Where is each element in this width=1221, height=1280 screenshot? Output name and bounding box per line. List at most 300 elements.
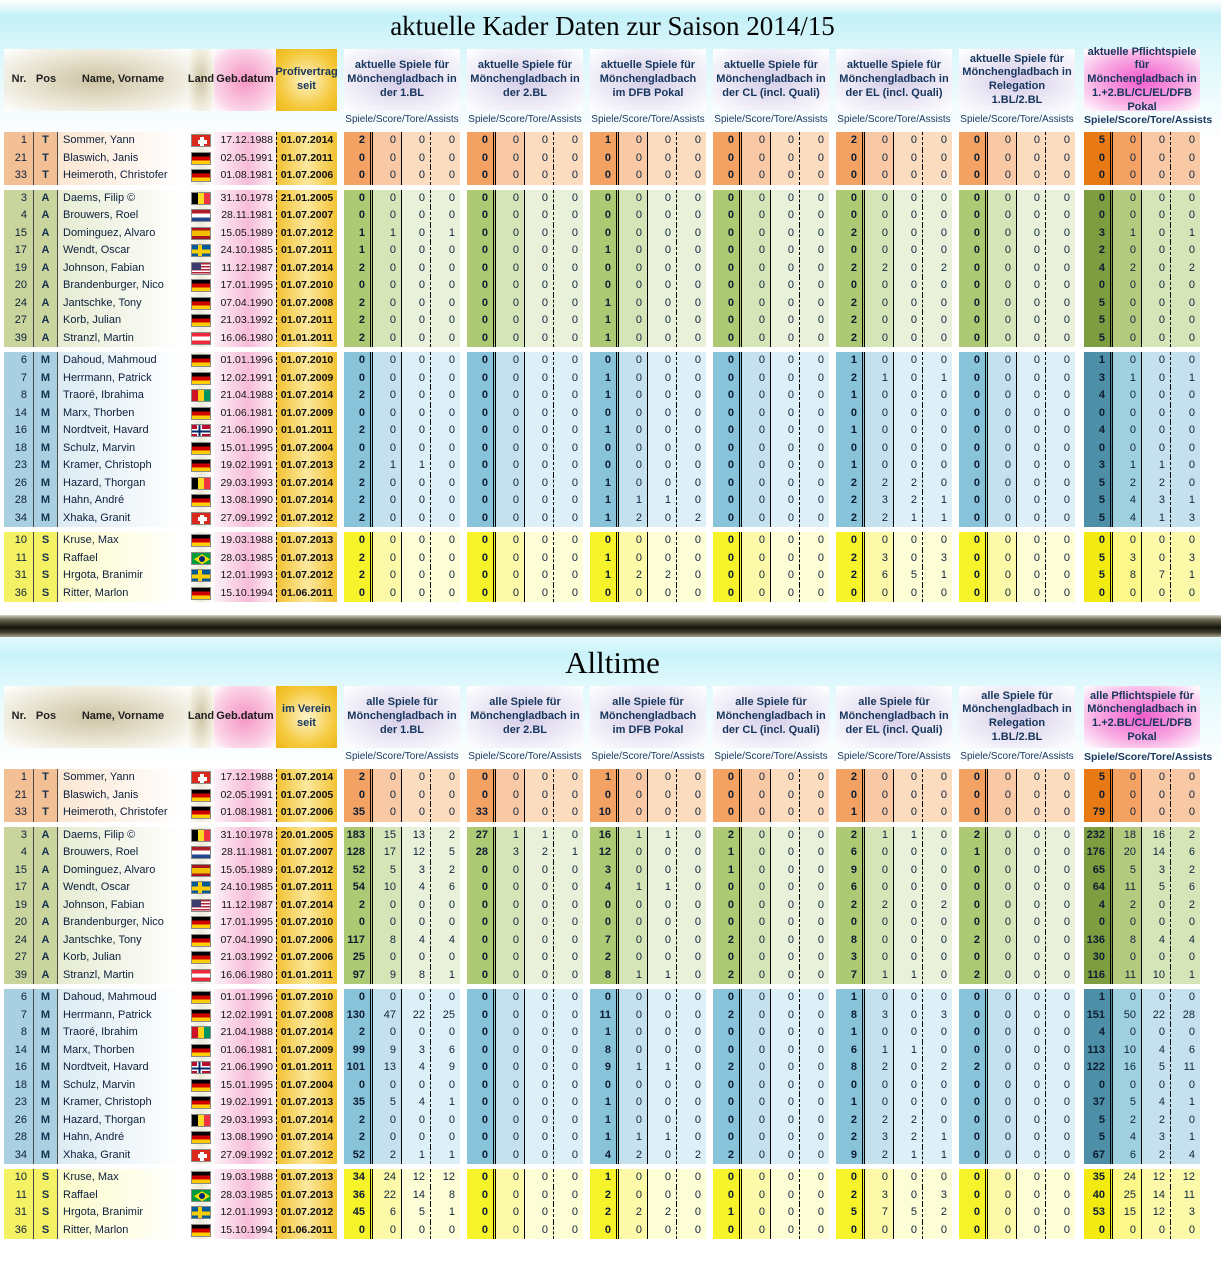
assists-value: 0: [1046, 532, 1075, 550]
assists-value: 0: [800, 387, 829, 405]
score-value: 0: [865, 862, 894, 880]
spiele-value: 0: [959, 312, 988, 330]
player-row: [4, 844, 1221, 862]
spiele-value: 11: [590, 1007, 619, 1025]
cell-land: [188, 862, 214, 880]
tore-value: 0: [525, 1112, 554, 1130]
assists-value: 0: [800, 190, 829, 208]
assists-value: 0: [800, 914, 829, 932]
assists-value: 0: [677, 844, 706, 862]
tore-value: 4: [402, 879, 431, 897]
stat-group-4: [713, 242, 829, 260]
assists-value: 0: [923, 967, 952, 985]
cell-geb: 17.01.1995: [214, 277, 276, 295]
de-flag-icon: [191, 314, 211, 327]
tore-value: 0: [771, 422, 800, 440]
assists-value: 0: [1046, 827, 1075, 845]
score-value: 0: [742, 1024, 771, 1042]
stat-group-4: [713, 1024, 829, 1042]
stat-group-6: [959, 1204, 1075, 1222]
spiele-value: 52: [344, 862, 373, 880]
assists-value: 0: [1171, 949, 1200, 967]
stat-group-7: [1084, 989, 1200, 1007]
spiele-value: 1: [836, 1094, 865, 1112]
spiele-value: 7: [836, 967, 865, 985]
score-value: 0: [619, 422, 648, 440]
spiele-value: 0: [344, 352, 373, 370]
tore-value: 5: [402, 1204, 431, 1222]
spiele-value: 0: [590, 167, 619, 185]
cell-pos: A: [34, 277, 58, 295]
stat-group-5: [836, 844, 952, 862]
spiele-value: 0: [836, 1169, 865, 1187]
assists-value: 0: [677, 440, 706, 458]
tore-value: 0: [402, 260, 431, 278]
assists-value: 0: [1046, 475, 1075, 493]
score-value: 0: [742, 914, 771, 932]
spiele-value: 0: [467, 1147, 496, 1165]
stat-group-5: [836, 967, 952, 985]
spiele-value: 0: [1084, 277, 1113, 295]
score-value: 0: [373, 387, 402, 405]
tore-value: 0: [1142, 914, 1171, 932]
stat-group-4: [713, 1077, 829, 1095]
cell-contract-since: 01.07.2008: [276, 295, 337, 313]
tore-value: 0: [1017, 132, 1046, 150]
stat-group-5: [836, 1147, 952, 1165]
de-flag-icon: [191, 459, 211, 472]
tore-value: 0: [894, 1094, 923, 1112]
cell-pos: T: [34, 787, 58, 805]
score-value: 0: [496, 1169, 525, 1187]
score-value: 0: [865, 914, 894, 932]
assists-value: 0: [554, 897, 583, 915]
tore-value: 0: [525, 1147, 554, 1165]
spiele-value: 0: [959, 277, 988, 295]
score-value: 1: [865, 827, 894, 845]
tore-value: 4: [402, 1094, 431, 1112]
tore-value: 0: [1142, 440, 1171, 458]
assists-value: 0: [431, 422, 460, 440]
tore-value: 0: [1142, 190, 1171, 208]
player-row: [4, 1187, 1221, 1205]
stat-group-7: [1084, 132, 1200, 150]
stat-group-6: [959, 475, 1075, 493]
subheader-group-1: Spiele/Score/Tore/Assists: [345, 114, 459, 125]
assists-value: 0: [431, 475, 460, 493]
tore-value: 12: [1142, 1169, 1171, 1187]
cell-name: Heimeroth, Christofer: [58, 167, 188, 185]
cell-contract-since: 01.07.2014: [276, 1024, 337, 1042]
tore-value: 0: [525, 440, 554, 458]
spiele-value: 2: [344, 567, 373, 585]
assists-value: 0: [800, 567, 829, 585]
stat-group-1: [344, 132, 460, 150]
score-value: 0: [865, 457, 894, 475]
assists-value: 0: [677, 897, 706, 915]
cell-pos: M: [34, 1077, 58, 1095]
cell-name: Brouwers, Roel: [58, 844, 188, 862]
score-value: 2: [619, 1204, 648, 1222]
cell-contract-since: 20.01.2005: [276, 827, 337, 845]
spiele-value: 1: [590, 492, 619, 510]
cell-geb: 28.11.1981: [214, 207, 276, 225]
tore-value: 1: [894, 967, 923, 985]
tore-value: 0: [402, 295, 431, 313]
score-value: 0: [1113, 1024, 1142, 1042]
tore-value: 0: [771, 1222, 800, 1240]
cell-geb: 12.01.1993: [214, 1204, 276, 1222]
spiele-value: 0: [959, 150, 988, 168]
cell-contract-since: 01.01.2011: [276, 967, 337, 985]
player-row: [4, 510, 1221, 528]
assists-value: 0: [1046, 1129, 1075, 1147]
tore-value: 0: [525, 914, 554, 932]
score-value: 16: [1113, 1059, 1142, 1077]
at-flag-icon: [191, 969, 211, 982]
spiele-value: 0: [713, 1112, 742, 1130]
section-alltime: [0, 637, 1221, 1245]
score-value: 0: [496, 242, 525, 260]
tore-value: 5: [1142, 879, 1171, 897]
assists-value: 0: [923, 242, 952, 260]
spiele-value: 0: [1084, 1077, 1113, 1095]
assists-value: 0: [1046, 242, 1075, 260]
tore-value: 0: [402, 567, 431, 585]
assists-value: 0: [554, 370, 583, 388]
spiele-value: 1: [590, 370, 619, 388]
assists-value: 0: [800, 550, 829, 568]
spiele-value: 1: [713, 1204, 742, 1222]
cell-geb: 15.05.1989: [214, 862, 276, 880]
stat-group-3: [590, 532, 706, 550]
assists-value: 0: [554, 1112, 583, 1130]
player-row: [4, 492, 1221, 510]
assists-value: 0: [1046, 132, 1075, 150]
assists-value: 0: [800, 132, 829, 150]
spiele-value: 5: [1084, 330, 1113, 348]
cell-name: Sommer, Yann: [58, 769, 188, 787]
cell-name: Schulz, Marvin: [58, 440, 188, 458]
spiele-value: 28: [467, 844, 496, 862]
assists-value: 0: [800, 150, 829, 168]
score-value: 0: [496, 897, 525, 915]
assists-value: 0: [800, 989, 829, 1007]
assists-value: 0: [1046, 330, 1075, 348]
stat-group-header-4: alle Spiele für Mönchengladbach in der CL (incl. Quali): [713, 686, 829, 748]
spiele-value: 4: [1084, 1024, 1113, 1042]
tore-value: 2: [1142, 1112, 1171, 1130]
de-flag-icon: [191, 806, 211, 819]
score-value: 0: [1113, 405, 1142, 423]
stat-group-6: [959, 1094, 1075, 1112]
score-value: 0: [988, 277, 1017, 295]
score-value: 0: [865, 132, 894, 150]
spiele-value: 0: [344, 1222, 373, 1240]
de-flag-icon: [191, 494, 211, 507]
assists-value: 0: [1046, 1147, 1075, 1165]
stat-group-2: [467, 1059, 583, 1077]
tore-value: 0: [648, 1187, 677, 1205]
spiele-value: 2: [590, 949, 619, 967]
spiele-value: 0: [713, 989, 742, 1007]
tore-value: 0: [894, 225, 923, 243]
tore-value: 0: [402, 132, 431, 150]
stat-group-6: [959, 1059, 1075, 1077]
stat-group-2: [467, 914, 583, 932]
stat-group-2: [467, 967, 583, 985]
assists-value: 0: [1171, 330, 1200, 348]
score-value: 0: [988, 370, 1017, 388]
tore-value: 0: [1017, 1042, 1046, 1060]
spiele-value: 0: [959, 1007, 988, 1025]
spiele-value: 0: [959, 370, 988, 388]
stat-group-6: [959, 510, 1075, 528]
cell-contract-since: 01.07.2004: [276, 440, 337, 458]
score-value: 0: [619, 405, 648, 423]
spiele-value: 0: [467, 260, 496, 278]
tore-value: 1: [402, 457, 431, 475]
score-value: 0: [865, 769, 894, 787]
stat-group-header-5: alle Spiele für Mönchengladbach in der EL (incl. Quali): [836, 686, 952, 748]
player-row: [4, 277, 1221, 295]
assists-value: 6: [431, 1042, 460, 1060]
player-row: [4, 804, 1221, 822]
spiele-value: 0: [344, 1077, 373, 1095]
assists-value: 0: [1046, 457, 1075, 475]
cell-contract-since: 01.07.2006: [276, 949, 337, 967]
stat-group-5: [836, 312, 952, 330]
score-value: 0: [865, 932, 894, 950]
score-value: 0: [742, 150, 771, 168]
spiele-value: 0: [467, 567, 496, 585]
es-flag-icon: [191, 864, 211, 877]
score-value: 0: [1113, 989, 1142, 1007]
score-value: 0: [496, 422, 525, 440]
score-value: 1: [1113, 225, 1142, 243]
spiele-value: 3: [1084, 225, 1113, 243]
score-value: 11: [1113, 879, 1142, 897]
cell-pos: A: [34, 295, 58, 313]
stat-group-7: [1084, 422, 1200, 440]
cell-geb: 24.10.1985: [214, 879, 276, 897]
be-flag-icon: [191, 477, 211, 490]
stat-group-7: [1084, 405, 1200, 423]
cell-nr: 17: [4, 242, 34, 260]
tore-value: 0: [648, 585, 677, 603]
cell-pos: A: [34, 967, 58, 985]
cell-name: Daems, Filip ©: [58, 190, 188, 208]
tore-value: 1: [648, 1059, 677, 1077]
stat-group-2: [467, 844, 583, 862]
spiele-value: 0: [959, 387, 988, 405]
stat-group-1: [344, 1129, 460, 1147]
cell-nr: 16: [4, 422, 34, 440]
tore-value: 0: [402, 1129, 431, 1147]
position-block-S: [4, 532, 1221, 602]
de-flag-icon: [191, 407, 211, 420]
score-value: 0: [619, 989, 648, 1007]
tore-value: 0: [1142, 989, 1171, 1007]
assists-value: 11: [1171, 1187, 1200, 1205]
player-row: [4, 352, 1221, 370]
score-value: 0: [988, 422, 1017, 440]
cell-contract-since: 01.07.2012: [276, 1147, 337, 1165]
assists-value: 0: [677, 1187, 706, 1205]
tore-value: 4: [1142, 932, 1171, 950]
tore-value: 0: [1017, 475, 1046, 493]
assists-value: 0: [1046, 387, 1075, 405]
spiele-value: 0: [467, 1024, 496, 1042]
cell-nr: 6: [4, 989, 34, 1007]
stat-group-5: [836, 1204, 952, 1222]
stat-group-3: [590, 510, 706, 528]
stat-group-4: [713, 585, 829, 603]
stat-group-3: [590, 457, 706, 475]
score-value: 1: [865, 967, 894, 985]
tore-value: 2: [1142, 1147, 1171, 1165]
stat-group-2: [467, 787, 583, 805]
tore-value: 0: [894, 769, 923, 787]
spiele-value: 1: [590, 1129, 619, 1147]
tore-value: 0: [525, 132, 554, 150]
player-row: [4, 167, 1221, 185]
de-flag-icon: [191, 534, 211, 547]
spiele-value: 0: [467, 879, 496, 897]
stat-group-4: [713, 844, 829, 862]
stat-group-6: [959, 190, 1075, 208]
assists-value: 1: [554, 844, 583, 862]
cell-land: [188, 1112, 214, 1130]
stat-group-1: [344, 405, 460, 423]
assists-value: 0: [554, 1024, 583, 1042]
assists-value: 0: [554, 769, 583, 787]
score-value: 0: [373, 1024, 402, 1042]
spiele-value: 52: [344, 1147, 373, 1165]
score-value: 0: [742, 510, 771, 528]
score-value: 0: [496, 550, 525, 568]
spiele-value: 1: [590, 475, 619, 493]
spiele-value: 0: [836, 787, 865, 805]
score-value: 0: [988, 150, 1017, 168]
spiele-value: 183: [344, 827, 373, 845]
score-value: 0: [619, 225, 648, 243]
score-value: 0: [865, 879, 894, 897]
score-value: 0: [619, 277, 648, 295]
stat-group-3: [590, 330, 706, 348]
spiele-value: 0: [836, 207, 865, 225]
cell-geb: 01.06.1981: [214, 1042, 276, 1060]
tore-value: 0: [771, 295, 800, 313]
spiele-value: 2: [836, 295, 865, 313]
spiele-value: 5: [1084, 769, 1113, 787]
score-value: 0: [619, 897, 648, 915]
cell-nr: 7: [4, 370, 34, 388]
stat-group-3: [590, 932, 706, 950]
spiele-value: 0: [959, 550, 988, 568]
player-row: [4, 897, 1221, 915]
stat-group-5: [836, 769, 952, 787]
assists-value: 0: [554, 510, 583, 528]
spiele-value: 4: [1084, 897, 1113, 915]
score-value: 0: [496, 225, 525, 243]
stat-group-7: [1084, 532, 1200, 550]
cell-geb: 28.03.1985: [214, 1187, 276, 1205]
spiele-value: 0: [836, 1222, 865, 1240]
tore-value: 13: [402, 827, 431, 845]
spiele-value: 0: [713, 330, 742, 348]
score-value: 0: [988, 295, 1017, 313]
tore-value: 0: [1017, 585, 1046, 603]
spiele-value: 0: [467, 242, 496, 260]
score-value: 0: [373, 1129, 402, 1147]
cell-contract-since: 01.07.2014: [276, 387, 337, 405]
score-value: 0: [619, 260, 648, 278]
score-value: 0: [373, 1222, 402, 1240]
spiele-value: 0: [959, 949, 988, 967]
assists-value: 8: [431, 1187, 460, 1205]
score-value: 5: [373, 862, 402, 880]
spiele-value: 0: [959, 1222, 988, 1240]
cell-geb: 15.01.1995: [214, 1077, 276, 1095]
score-value: 0: [865, 277, 894, 295]
score-value: 11: [1113, 967, 1142, 985]
tore-value: 0: [894, 167, 923, 185]
score-value: 0: [988, 1042, 1017, 1060]
cell-contract-since: 01.07.2010: [276, 914, 337, 932]
cell-nr: 26: [4, 1112, 34, 1130]
de-flag-icon: [191, 1079, 211, 1092]
spiele-value: 3: [590, 862, 619, 880]
assists-value: 0: [554, 1007, 583, 1025]
spiele-value: 5: [1084, 295, 1113, 313]
stat-group-4: [713, 949, 829, 967]
stat-group-header-1: alle Spiele für Mönchengladbach in der 1.BL: [344, 686, 460, 748]
tore-value: 2: [894, 1112, 923, 1130]
score-value: 0: [988, 567, 1017, 585]
score-value: 0: [496, 1042, 525, 1060]
stat-group-6: [959, 585, 1075, 603]
stat-group-4: [713, 967, 829, 985]
cell-land: [188, 844, 214, 862]
cell-geb: 21.03.1992: [214, 312, 276, 330]
cell-name: Korb, Julian: [58, 949, 188, 967]
de-flag-icon: [191, 934, 211, 947]
stat-group-3: [590, 787, 706, 805]
stat-group-2: [467, 1169, 583, 1187]
tore-value: 0: [402, 150, 431, 168]
assists-value: 0: [1046, 769, 1075, 787]
subheader-group-1: Spiele/Score/Tore/Assists: [345, 751, 459, 762]
cell-geb: 11.12.1987: [214, 260, 276, 278]
tore-value: 0: [525, 1077, 554, 1095]
cell-pos: A: [34, 190, 58, 208]
spiele-value: 3: [836, 949, 865, 967]
cell-land: [188, 585, 214, 603]
stat-group-6: [959, 492, 1075, 510]
assists-value: 0: [431, 167, 460, 185]
tore-value: 0: [525, 167, 554, 185]
tore-value: 0: [525, 949, 554, 967]
spiele-value: 0: [713, 260, 742, 278]
assists-value: 0: [800, 207, 829, 225]
spiele-value: 0: [713, 1077, 742, 1095]
spiele-value: 0: [836, 242, 865, 260]
tore-value: 0: [525, 879, 554, 897]
score-value: 5: [1113, 1094, 1142, 1112]
cell-name: Schulz, Marvin: [58, 1077, 188, 1095]
stat-group-6: [959, 387, 1075, 405]
